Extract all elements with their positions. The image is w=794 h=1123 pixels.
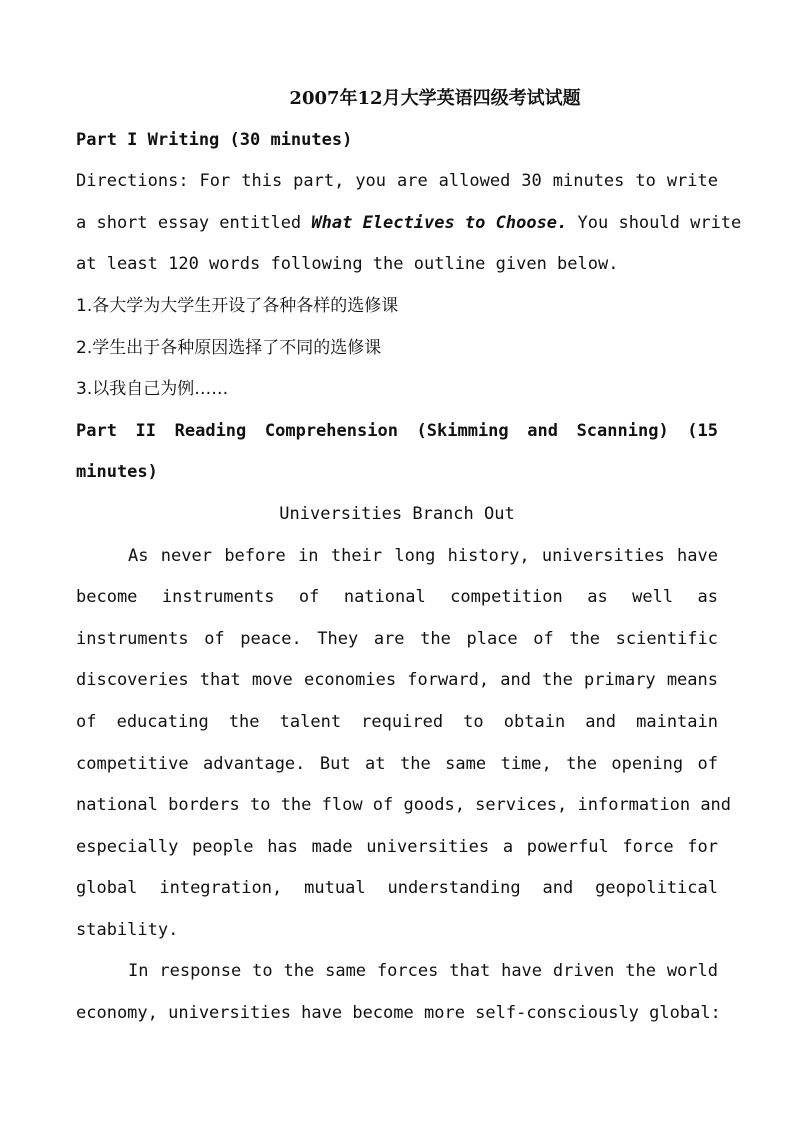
outline-item-2: 2.学生出于各种原因选择了不同的选修课: [76, 337, 382, 358]
paragraph-2-line: economy, universities have become more self-consciously global:: [76, 1003, 721, 1024]
paragraph-1-line: global integration, mutual understanding and geopolitical: [76, 878, 718, 899]
directions-line-2: [76, 203, 742, 245]
directions-line-3: at least 120 words following the outline given below.: [76, 254, 619, 275]
part1-heading: Part I Writing (30 minutes): [76, 129, 353, 150]
paragraph-1-line: national borders to the flow of goods, services, information and: [76, 795, 732, 816]
directions-line-1: Directions: For this part, you are allowed 30 minutes to write: [76, 171, 718, 192]
paragraph-1-line: become instruments of national competition as well as: [76, 587, 718, 608]
paragraph-1-line: of educating the talent required to obtain and maintain: [76, 711, 718, 732]
paragraph-1-line: As never before in their long history, universities have: [128, 545, 718, 566]
paragraph-1-line: discoveries that move economies forward, and the primary means: [76, 670, 718, 691]
document-page: [76, 78, 742, 1035]
paragraph-2-line: In response to the same forces that have driven the world: [128, 961, 718, 982]
part2-heading-line-1: Part II Reading Comprehension (Skimming and Scanning) (15: [76, 420, 718, 441]
directions-text: You should write: [567, 212, 742, 233]
document-title: 2007年12月大学英语四级考试试题: [289, 88, 581, 109]
directions-text: a short essay entitled: [76, 212, 312, 233]
passage-title: Universities Branch Out: [279, 503, 515, 524]
essay-title: What Electives to Choose.: [311, 212, 568, 233]
outline-item-3: 3.以我自己为例……: [76, 379, 229, 400]
outline-item-1: 1.各大学为大学生开设了各种各样的选修课: [76, 295, 399, 316]
part2-heading-line-2: minutes): [76, 462, 158, 483]
paragraph-1-line: competitive advantage. But at the same time, the opening of: [76, 753, 718, 774]
paragraph-1-line: especially people has made universities a powerful force for: [76, 836, 718, 857]
paragraph-1-line: instruments of peace. They are the place of the scientific: [76, 628, 718, 649]
paragraph-1-line: stability.: [76, 919, 179, 940]
